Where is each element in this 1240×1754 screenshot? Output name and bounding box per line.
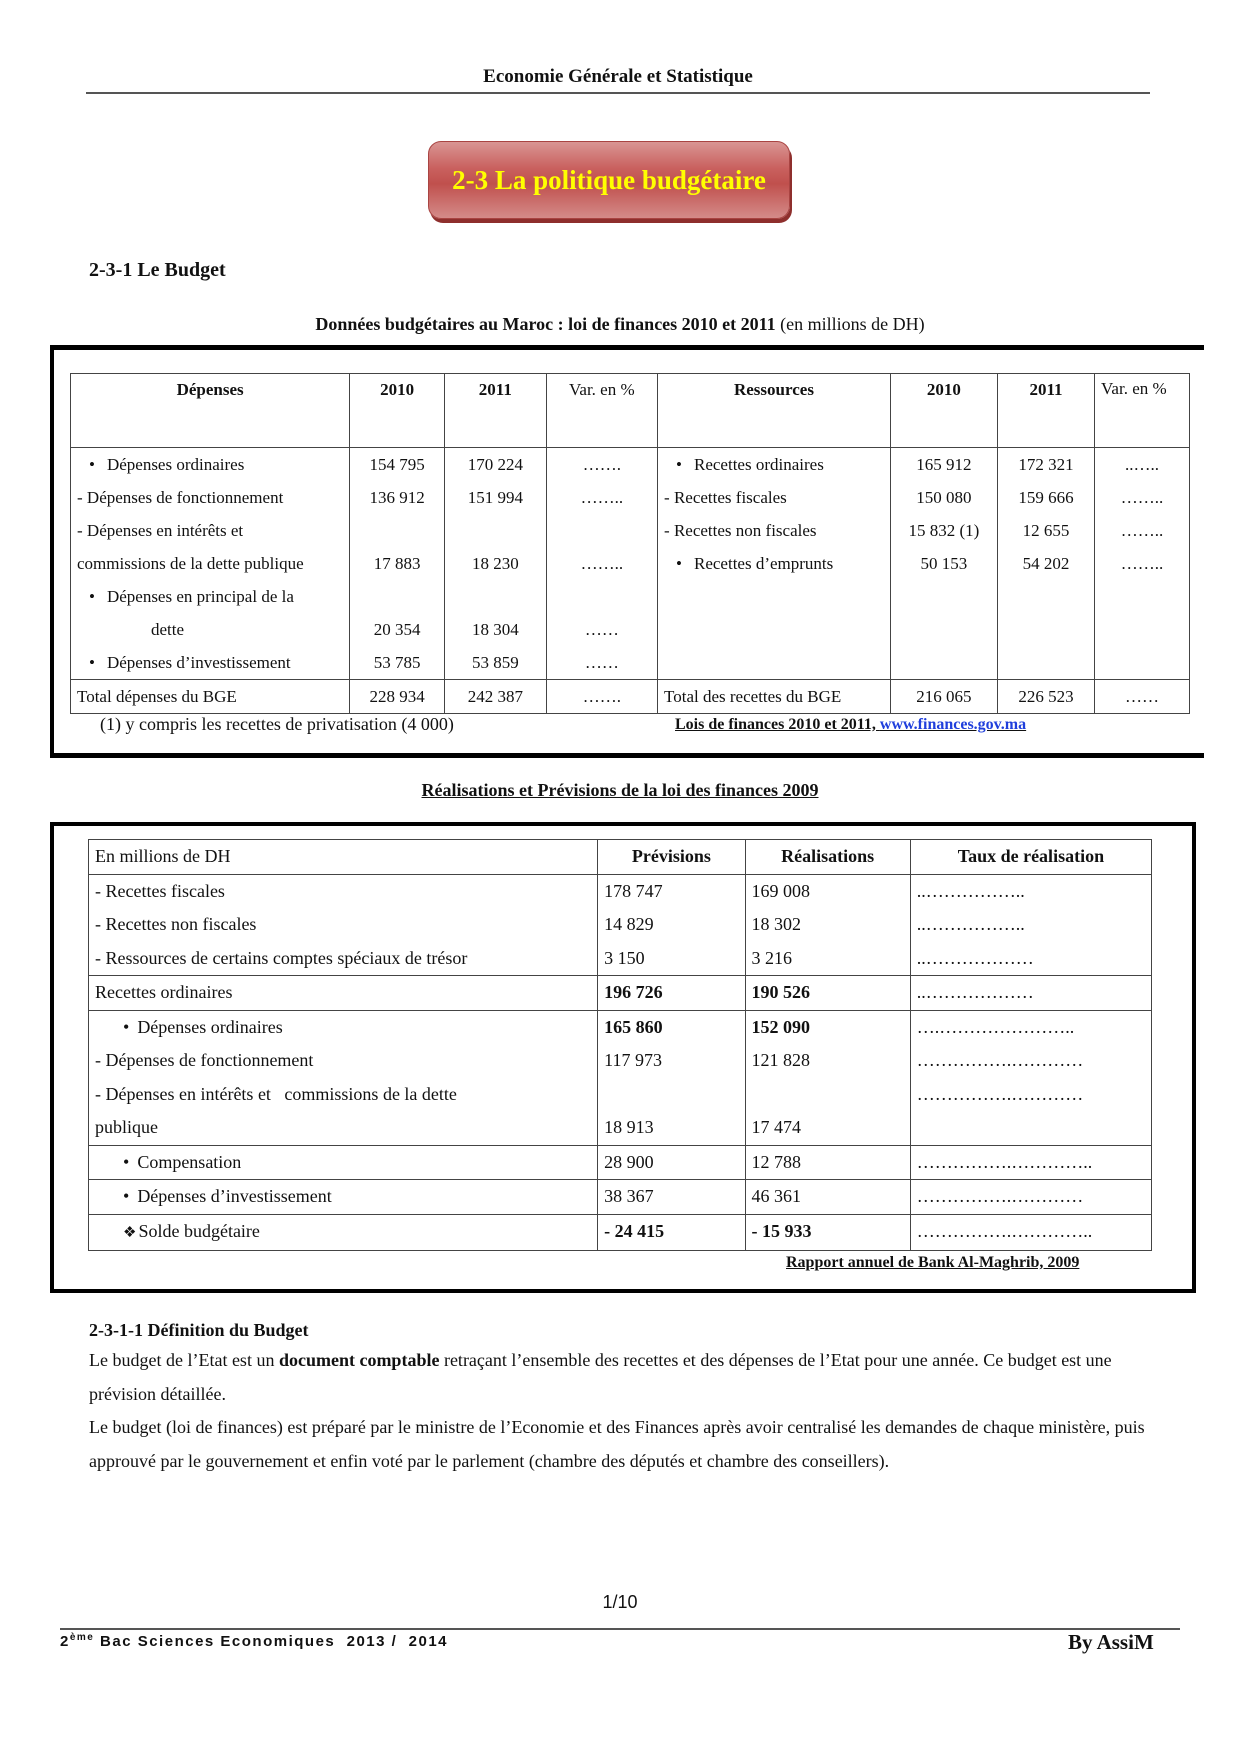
table-row [89,976,1152,1011]
row-label: - Recettes non fiscales [658,514,891,547]
cell-value [350,580,445,613]
cell-blank [546,580,657,613]
cell-value: 12 788 [745,1145,910,1180]
cell-value: 178 747 [598,874,745,908]
p1-text: Le budget de l’Etat est un [89,1350,279,1370]
cell-value [890,646,997,680]
cell-value: 154 795 [350,448,445,482]
row-label: - Dépenses en intérêts et commissions de la dette [89,1078,598,1112]
col-header-2011: 2011 [445,374,547,448]
cell-value: - 15 933 [745,1214,910,1251]
cell-value: 117 973 [598,1044,745,1078]
table-row [71,613,1190,646]
table1-source-text: Lois de finances 2010 et 2011, [675,716,880,733]
row-label [658,613,891,646]
cell-blank: …….. [1095,547,1190,580]
table-row [71,514,1190,547]
page-number: 1/10 [602,1592,638,1612]
table1-caption-unit: (en millions de DH) [775,314,925,334]
footer-divider [60,1628,1180,1630]
cell-value [890,613,997,646]
col-header-previsions: Prévisions [598,840,745,875]
cell-value: 216 065 [890,680,997,714]
row-label: • Dépenses d’investissement [89,1180,598,1215]
cell-value: - 24 415 [598,1214,745,1251]
col-header-var: Var. en % [546,374,657,448]
cell-value: 165 860 [598,1010,745,1044]
cell-blank [1095,646,1190,680]
cell-value: 54 202 [997,547,1094,580]
row-label: - Dépenses de fonctionnement [71,481,350,514]
cell-value: 38 367 [598,1180,745,1215]
cell-blank: …… [546,613,657,646]
budget-table-2010-2011 [70,373,1190,714]
col-header-ressources: Ressources [658,374,891,448]
cell-value [598,1078,745,1112]
cell-blank: …………….………… [910,1044,1151,1078]
cell-value: 15 832 (1) [890,514,997,547]
cell-value: 136 912 [350,481,445,514]
table1-source [675,716,1026,734]
row-label: • Dépenses ordinaires [89,1010,598,1044]
cell-value: 150 080 [890,481,997,514]
cell-value: 53 859 [445,646,547,680]
table1-footnote: (1) y compris les recettes de privatisation (4 000) [100,714,454,734]
cell-value: 152 090 [745,1010,910,1044]
cell-blank: ..…………….. [910,908,1151,942]
footer-sup: ème [69,1632,95,1643]
cell-value: 12 655 [997,514,1094,547]
table-header-row [71,374,1190,448]
cell-blank [910,1111,1151,1145]
row-label: • Compensation [89,1145,598,1180]
table-row [89,1145,1152,1180]
cell-value: 170 224 [445,448,547,482]
cell-blank: …… [546,646,657,680]
col-header-depenses: Dépenses [71,374,350,448]
col-header-r2010: 2010 [890,374,997,448]
cell-value [445,580,547,613]
cell-value: 165 912 [890,448,997,482]
cell-value: 151 994 [445,481,547,514]
budget-table-2009 [88,839,1152,1251]
row-label: publique [89,1111,598,1145]
cell-blank: ..……………… [910,942,1151,976]
p1-bold: document comptable [278,1350,440,1370]
cell-value [445,514,547,547]
cell-value: 190 526 [745,976,910,1011]
subsection-heading: 2-3-1 Le Budget [89,259,226,281]
cell-blank: ..…………….. [910,874,1151,908]
cell-value: 50 153 [890,547,997,580]
finances-gov-link[interactable]: www.finances.gov.ma [879,716,1027,733]
cell-value: 121 828 [745,1044,910,1078]
row-label: ❖ Solde budgétaire [89,1214,598,1251]
row-label: commissions de la dette publique [71,547,350,580]
page-header: Economie Générale et Statistique [86,66,1150,94]
cell-value [997,580,1094,613]
table-row [89,874,1152,908]
definition-paragraph-1 [89,1344,1159,1411]
row-label: - Recettes fiscales [89,874,598,908]
cell-value [350,514,445,547]
table-row [71,448,1190,482]
row-label [658,580,891,613]
col-header-taux: Taux de réalisation [910,840,1151,875]
col-header-2010: 2010 [350,374,445,448]
table-row [71,481,1190,514]
row-label: • Recettes ordinaires [658,448,891,482]
cell-value: 172 321 [997,448,1094,482]
table1-caption-bold: Données budgétaires au Maroc : loi de finances 2010 et 2011 [315,314,776,334]
table-row [89,1180,1152,1215]
cell-value: 28 900 [598,1145,745,1180]
footer-num: 2 [60,1633,70,1650]
table-row [71,547,1190,580]
col-header-r2011: 2011 [997,374,1094,448]
cell-blank: …………….………….. [910,1145,1151,1180]
row-label: - Ressources de certains comptes spéciaux de trésor [89,942,598,976]
cell-blank: …………….………… [910,1180,1151,1215]
cell-value [997,646,1094,680]
table-row [71,580,1190,613]
footer-author: By AssiM [1068,1630,1154,1654]
cell-value: 18 913 [598,1111,745,1145]
row-label: - Dépenses de fonctionnement [89,1044,598,1078]
cell-value: 242 387 [445,680,547,714]
table2-caption: Réalisations et Prévisions de la loi des finances 2009 [421,780,819,800]
cell-value [745,1078,910,1112]
row-label: dette [71,613,350,646]
cell-blank: ..….. [1095,448,1190,482]
col-header-realisations: Réalisations [745,840,910,875]
row-label: • Dépenses d’investissement [71,646,350,680]
cell-value: 169 008 [745,874,910,908]
cell-value: 18 230 [445,547,547,580]
cell-blank: ……. [546,680,657,714]
cell-value: 17 883 [350,547,445,580]
row-label: Recettes ordinaires [89,976,598,1011]
cell-value [890,580,997,613]
cell-blank: …… [1095,680,1190,714]
cell-value: 53 785 [350,646,445,680]
definition-paragraph-2: Le budget (loi de finances) est préparé par le ministre de l’Economie et des Finances après avoir centralisé les demandes de chaque ministère, puis approuvé par le gouvernement et enfin voté par le parlement (chambre des députés et chambre des conseillers). [89,1417,1145,1471]
definition-heading: 2-3-1-1 Définition du Budget [89,1320,309,1340]
cell-value: 46 361 [745,1180,910,1215]
cell-value: 196 726 [598,976,745,1011]
cell-blank: …………….………… [910,1078,1151,1112]
cell-value: 3 216 [745,942,910,976]
table-row [89,1214,1152,1251]
total-row [71,680,1190,714]
table-header-row [89,840,1152,875]
row-label: - Recettes fiscales [658,481,891,514]
section-title-badge [428,141,790,219]
cell-blank: ……. [546,448,657,482]
row-label [658,646,891,680]
row-label: - Recettes non fiscales [89,908,598,942]
cell-value: 3 150 [598,942,745,976]
cell-value: 17 474 [745,1111,910,1145]
row-label: - Dépenses en intérêts et [71,514,350,547]
cell-value: 226 523 [997,680,1094,714]
col-header-label: En millions de DH [89,840,598,875]
table-row [71,646,1190,680]
table-row [89,908,1152,942]
table-row [89,1111,1152,1145]
row-label: • Recettes d’emprunts [658,547,891,580]
cell-value: 159 666 [997,481,1094,514]
cell-blank: …….. [546,481,657,514]
footer-class-label [60,1632,448,1650]
footer-text: Bac Sciences Economiques 2013 / 2014 [94,1633,449,1650]
table1-caption [0,314,1240,335]
cell-blank [1095,580,1190,613]
total-label: Total dépenses du BGE [71,680,350,714]
cell-blank [1095,613,1190,646]
cell-blank: …….. [1095,481,1190,514]
p1-text-rest: retraçant l’ensemble des recettes et des dépenses de l’Etat pour une année. Ce budget est une prévision détaillée. [89,1350,1112,1404]
cell-blank: …….. [546,547,657,580]
cell-value [997,613,1094,646]
col-header-rvar: Var. en % [1095,374,1190,448]
cell-value: 14 829 [598,908,745,942]
total-label: Total des recettes du BGE [658,680,891,714]
cell-value: 20 354 [350,613,445,646]
row-label: • Dépenses en principal de la [71,580,350,613]
cell-blank: …….. [1095,514,1190,547]
cell-blank [546,514,657,547]
row-label: • Dépenses ordinaires [71,448,350,482]
cell-blank: …………….………….. [910,1214,1151,1251]
table-row [89,942,1152,976]
table2-source: Rapport annuel de Bank Al-Maghrib, 2009 [786,1254,1080,1271]
table-row [89,1044,1152,1078]
cell-blank: ..……………… [910,976,1151,1011]
cell-blank: ….………………….. [910,1010,1151,1044]
section-title-text: 2-3 La politique budgétaire [452,164,766,195]
cell-value: 18 304 [445,613,547,646]
cell-value: 228 934 [350,680,445,714]
cell-value: 18 302 [745,908,910,942]
table-row [89,1010,1152,1044]
table-row [89,1078,1152,1112]
